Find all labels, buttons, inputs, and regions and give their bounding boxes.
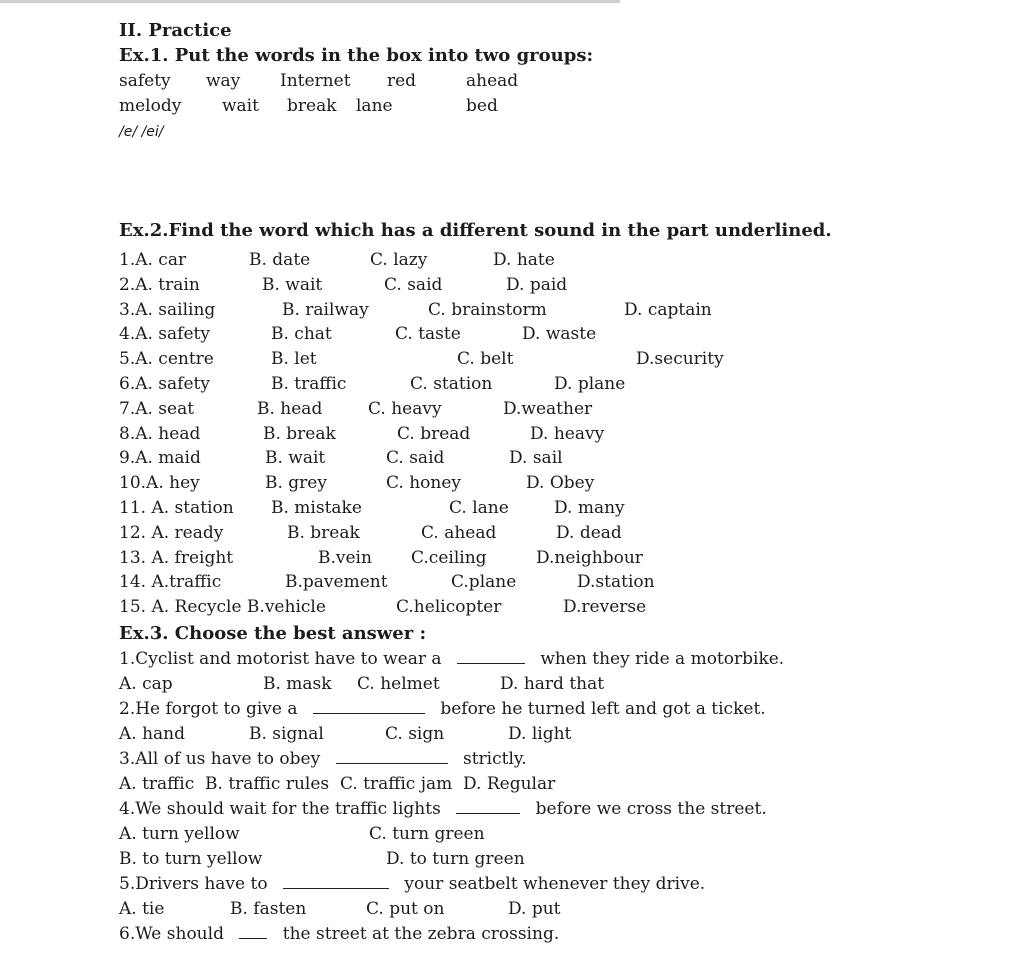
option-b: B.pavement (285, 572, 388, 592)
top-edge-shadow (0, 0, 620, 3)
question-text: 4.We should wait for the traffic lights (119, 799, 441, 819)
option-d: D. dead (556, 523, 622, 543)
option-d: D.station (577, 572, 655, 592)
option: D. put (508, 899, 561, 919)
answer-blank (456, 799, 520, 814)
option-c: C. lane (449, 498, 509, 518)
option-c: C. station (410, 374, 493, 394)
option-a: 1.A. car (119, 250, 187, 270)
option-d: D. paid (506, 275, 568, 295)
ex3-title: Ex.3. Choose the best answer : (119, 623, 427, 644)
answer-blank (457, 649, 525, 664)
word-box-item: break (287, 96, 337, 116)
ex3-question-4 (119, 799, 767, 819)
word-box-item: way (206, 71, 241, 91)
word-box-item: lane (356, 96, 393, 116)
option-a: 4.A. safety (119, 324, 210, 344)
option-c: C. honey (386, 473, 462, 493)
question-text: when they ride a motorbike. (540, 649, 785, 669)
question-text: 3.All of us have to obey (119, 749, 321, 769)
ex3-question-5 (119, 874, 705, 894)
word-box-item: melody (119, 96, 182, 116)
option-b: B. break (287, 523, 360, 543)
ex2-title: Ex.2.Find the word which has a different sound in the part underlined. (119, 220, 832, 241)
option: C. helmet (357, 674, 440, 694)
word-box-item: Internet (280, 71, 351, 91)
option-a: 9.A. maid (119, 448, 201, 468)
ex3-question-6 (119, 924, 559, 944)
option-c: C.ceiling (411, 548, 487, 568)
option-b: B. head (257, 399, 323, 419)
answer-blank (283, 874, 389, 889)
phoneme-labels: /e/ /ei/ (119, 124, 164, 140)
option-d: D. many (554, 498, 625, 518)
option-a: 14. A.traffic (119, 572, 222, 592)
option-d: D. waste (522, 324, 597, 344)
option-b: B. date (249, 250, 311, 270)
option-c: C. ahead (421, 523, 497, 543)
option-b: B. mistake (271, 498, 362, 518)
word-box-item: safety (119, 71, 171, 91)
option-a: 11. A. station (119, 498, 234, 518)
option-c: C. bread (397, 424, 471, 444)
option-a: 7.A. seat (119, 399, 195, 419)
option: B. to turn yellow (119, 849, 263, 869)
answer-blank (313, 699, 425, 714)
option-a: 10.A. hey (119, 473, 200, 493)
option-d: D.security (636, 349, 724, 369)
option: C. turn green (369, 824, 485, 844)
option: C. sign (385, 724, 445, 744)
option-c: C. heavy (368, 399, 442, 419)
question-text: strictly. (463, 749, 527, 769)
question-text: 1.Cyclist and motorist have to wear a (119, 649, 442, 669)
word-box-item: ahead (466, 71, 519, 91)
option-c: C.helicopter (396, 597, 502, 617)
option-a: 5.A. centre (119, 349, 214, 369)
option-a: 2.A. train (119, 275, 200, 295)
question-text: your seatbelt whenever they drive. (404, 874, 706, 894)
option-a: 15. A. Recycle B.vehicle (119, 597, 326, 617)
option-d: D.neighbour (536, 548, 643, 568)
option-b: B. wait (262, 275, 323, 295)
question-text: before we cross the street. (535, 799, 767, 819)
option-b: B.vein (318, 548, 372, 568)
option-d: D. captain (624, 300, 712, 320)
option-b: B. break (263, 424, 336, 444)
option-c: C. brainstorm (428, 300, 547, 320)
option-b: B. let (271, 349, 317, 369)
option-b: B. grey (265, 473, 327, 493)
option: A. turn yellow (119, 824, 240, 844)
option-b: B. chat (271, 324, 332, 344)
option-d: D.reverse (563, 597, 647, 617)
option-d: D. sail (509, 448, 563, 468)
answer-blank (239, 924, 267, 939)
option: A. tie (119, 899, 165, 919)
option-a: 13. A. freight (119, 548, 234, 568)
question-text: the street at the zebra crossing. (282, 924, 560, 944)
option: D. hard that (500, 674, 605, 694)
option-a: 6.A. safety (119, 374, 210, 394)
ex3-question-3 (119, 749, 527, 769)
option-d: D. plane (554, 374, 626, 394)
option-d: D. hate (493, 250, 555, 270)
ex3-question-2 (119, 699, 766, 719)
option-c: C. lazy (370, 250, 428, 270)
option: D. to turn green (386, 849, 525, 869)
option-a: 3.A. sailing (119, 300, 216, 320)
option-b: B. wait (265, 448, 326, 468)
option-a: 12. A. ready (119, 523, 224, 543)
option: D. light (508, 724, 572, 744)
question-text: 5.Drivers have to (119, 874, 268, 894)
option: C. put on (366, 899, 445, 919)
option-c: C. taste (395, 324, 461, 344)
answer-blank (336, 749, 448, 764)
word-box-item: bed (466, 96, 498, 116)
option: A. cap (119, 674, 173, 694)
option-c: C.plane (451, 572, 517, 592)
option-c: C. said (384, 275, 443, 295)
option: B. fasten (230, 899, 307, 919)
option-d: D. Obey (526, 473, 595, 493)
option-b: B. railway (282, 300, 369, 320)
option-d: D. heavy (530, 424, 605, 444)
option-c: C. belt (457, 349, 514, 369)
option: A. hand (119, 724, 185, 744)
option: B. signal (249, 724, 324, 744)
question-text: 6.We should (119, 924, 224, 944)
question-text: before he turned left and got a ticket. (440, 699, 766, 719)
ex1-title: Ex.1. Put the words in the box into two groups: (119, 45, 594, 66)
question-text: 2.He forgot to give a (119, 699, 298, 719)
option-b: B. traffic (271, 374, 347, 394)
option-a: 8.A. head (119, 424, 201, 444)
word-box-item: red (387, 71, 417, 91)
option-c: C. said (386, 448, 445, 468)
option-d: D.weather (503, 399, 593, 419)
ex3-question-1 (119, 649, 784, 669)
option: B. mask (263, 674, 332, 694)
section-heading: II. Practice (119, 20, 232, 41)
word-box-item: wait (222, 96, 259, 116)
option-row: A. traffic B. traffic rules C. traffic jam D. Regular (119, 774, 556, 794)
